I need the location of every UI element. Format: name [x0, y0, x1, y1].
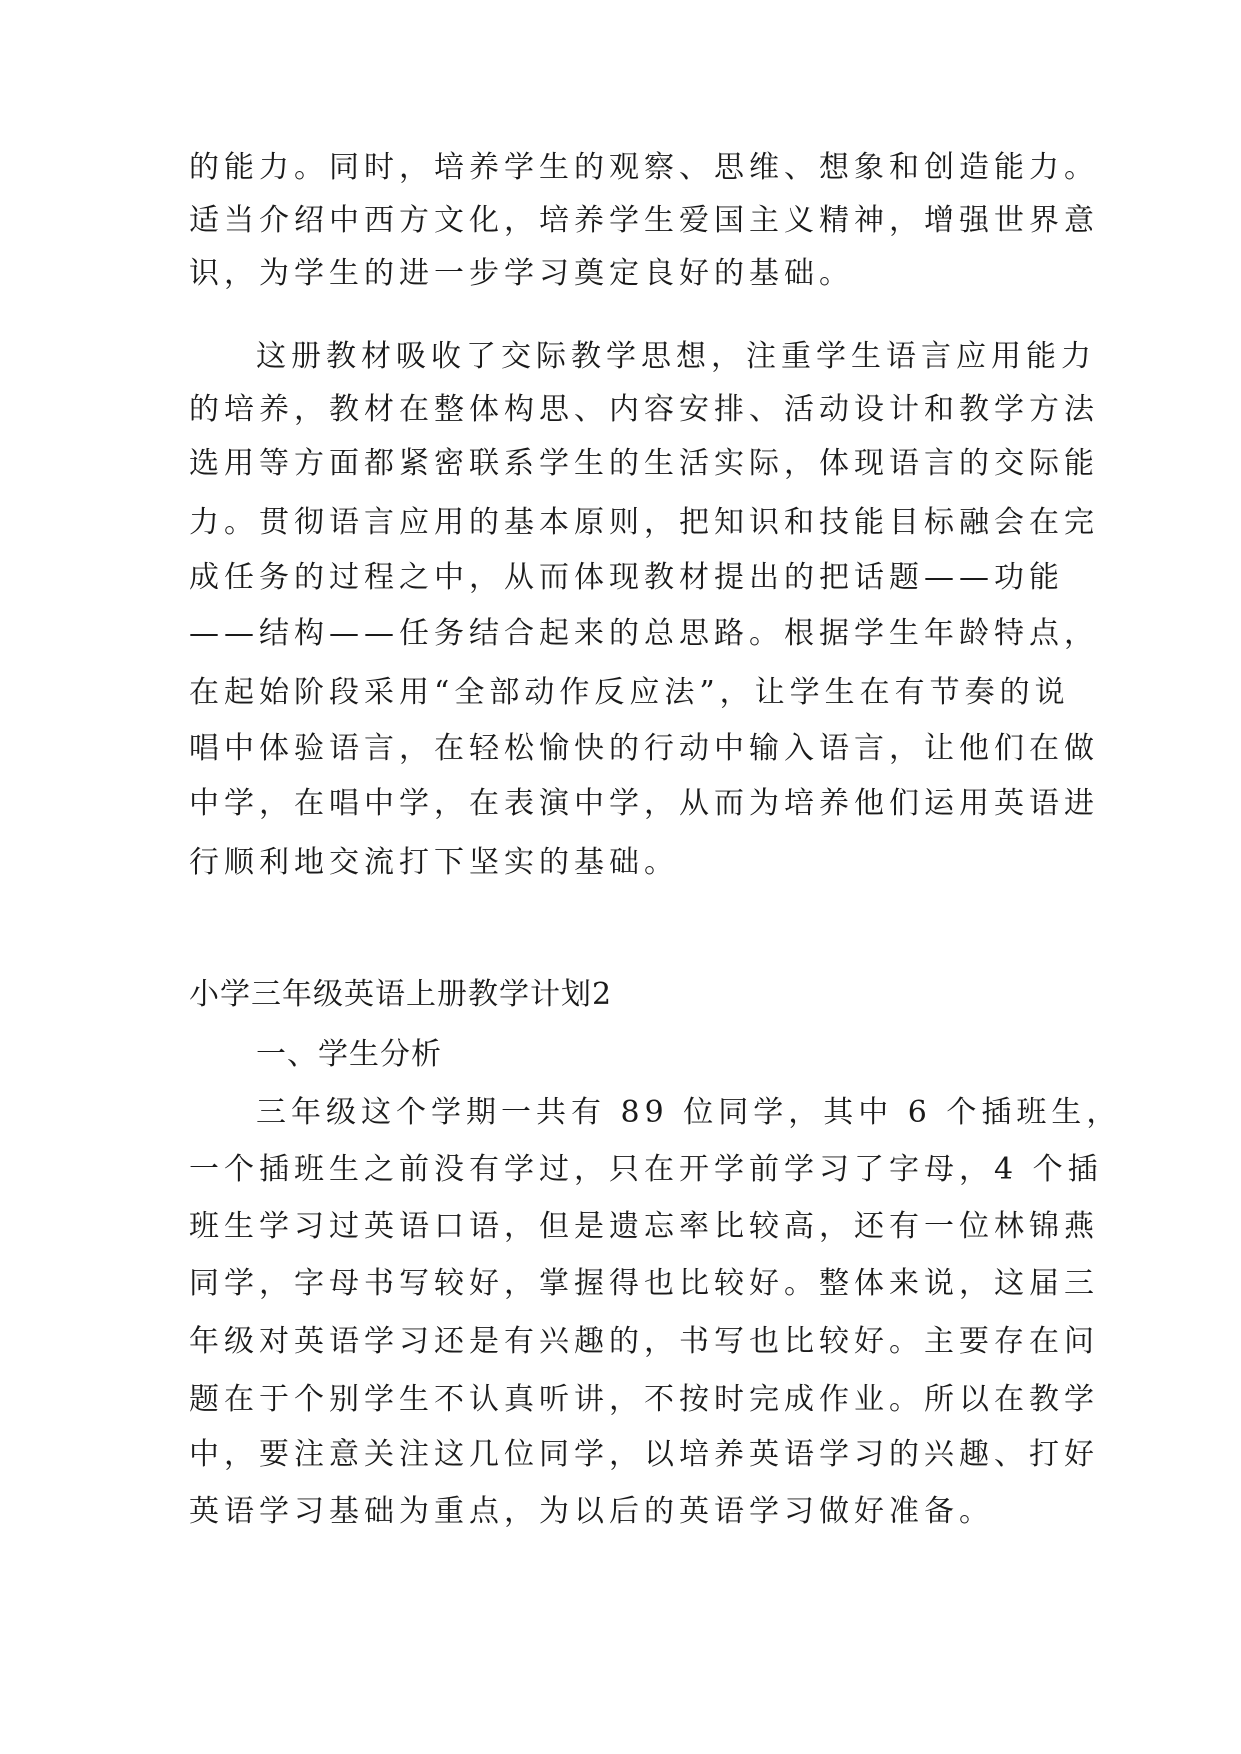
paragraph-line: 英语学习基础为重点，为以后的英语学习做好准备。: [189, 1494, 994, 1529]
paragraph-line: 中学，在唱中学，在表演中学，从而为培养他们运用英语进: [189, 786, 1099, 821]
paragraph-line: 中，要注意关注这几位同学，以培养英语学习的兴趣、打好: [189, 1437, 1099, 1472]
paragraph-line: 年级对英语学习还是有兴趣的，书写也比较好。主要存在问: [189, 1324, 1099, 1359]
paragraph-line: 在起始阶段采用“全部动作反应法”，让学生在有节奏的说: [189, 675, 1070, 710]
paragraph-line: 班生学习过英语口语，但是遗忘率比较高，还有一位林锦燕: [189, 1209, 1099, 1244]
paragraph-line: 三年级这个学期一共有 89 位同学，其中 6 个插班生，: [256, 1095, 1122, 1130]
paragraph-line: 的能力。同时，培养学生的观察、思维、想象和创造能力。: [189, 150, 1099, 185]
paragraph-line: 选用等方面都紧密联系学生的生活实际，体现语言的交际能: [189, 446, 1099, 481]
paragraph-line: 的培养，教材在整体构思、内容安排、活动设计和教学方法: [189, 392, 1099, 427]
paragraph-line: 力。贯彻语言应用的基本原则，把知识和技能目标融会在完: [189, 505, 1099, 540]
section-title: 小学三年级英语上册教学计划2: [189, 977, 613, 1012]
section-subheading: 一、学生分析: [256, 1037, 442, 1072]
paragraph-line: 唱中体验语言，在轻松愉快的行动中输入语言，让他们在做: [189, 731, 1099, 766]
paragraph-line: 成任务的过程之中，从而体现教材提出的把话题——功能: [189, 560, 1064, 595]
paragraph-line: 适当介绍中西方文化，培养学生爱国主义精神，增强世界意: [189, 203, 1099, 238]
paragraph-line: ——结构——任务结合起来的总思路。根据学生年龄特点，: [189, 616, 1099, 651]
paragraph-line: 题在于个别学生不认真听讲，不按时完成作业。所以在教学: [189, 1382, 1099, 1417]
paragraph-line: 这册教材吸收了交际教学思想，注重学生语言应用能力: [256, 339, 1096, 374]
paragraph-line: 一个插班生之前没有学过，只在开学前学习了字母，4 个插: [189, 1152, 1103, 1187]
paragraph-line: 同学，字母书写较好，掌握得也比较好。整体来说，这届三: [189, 1266, 1099, 1301]
paragraph-line: 行顺利地交流打下坚实的基础。: [189, 845, 679, 880]
paragraph-line: 识，为学生的进一步学习奠定良好的基础。: [189, 256, 854, 291]
